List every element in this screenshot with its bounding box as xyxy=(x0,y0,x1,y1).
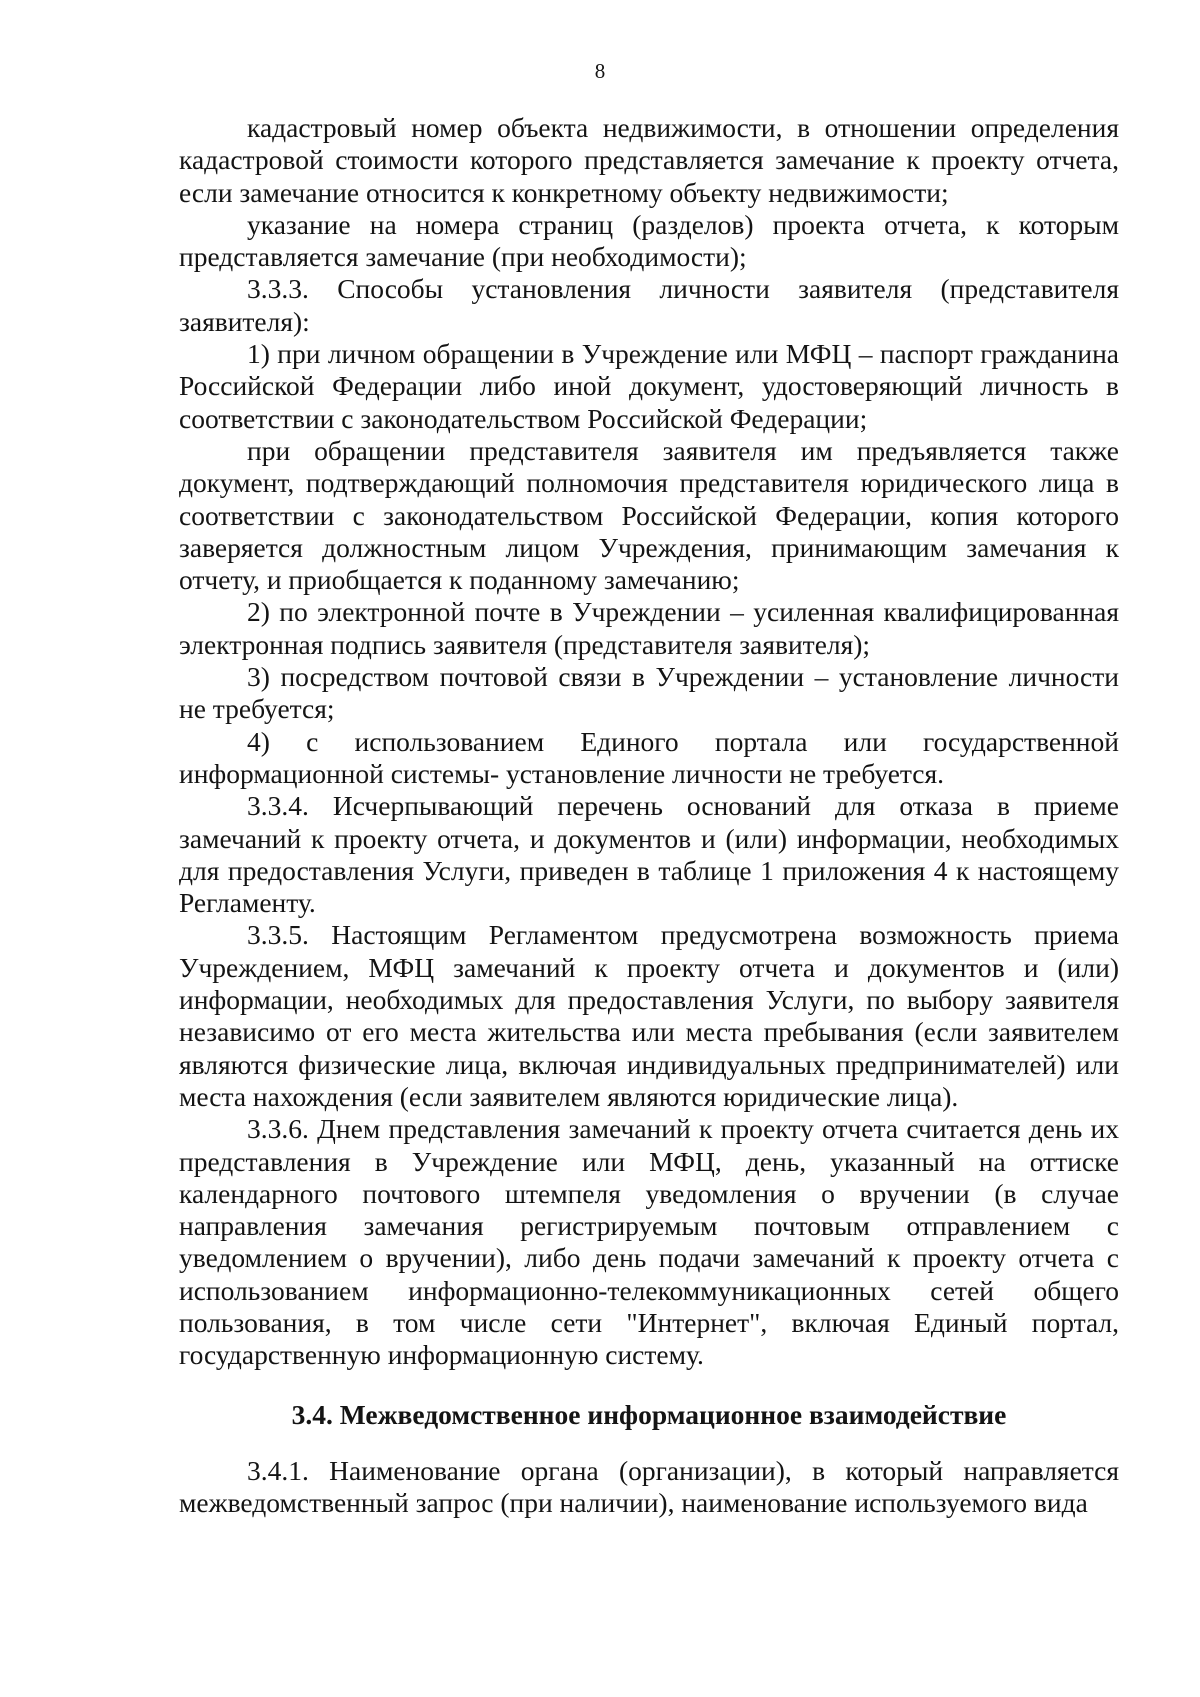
paragraph-item-2: 2) по электронной почте в Учреждении – усиленная квалифицированная электронная подпись заявителя (представителя заявителя); xyxy=(179,596,1119,660)
paragraph-3-3-3: 3.3.3. Способы установления личности заявителя (представителя заявителя): xyxy=(179,273,1119,337)
document-body xyxy=(179,112,1119,1519)
paragraph-item-1: 1) при личном обращении в Учреждение или МФЦ – паспорт гражданина Российской Федерации либо иной документ, удостоверяющий личность в соответствии с законодательством Российской Федерации; xyxy=(179,338,1119,434)
paragraph-3-4-1: 3.4.1. Наименование органа (организации), в который направляется межведомственный запрос (при наличии), наименование используемого вида xyxy=(179,1454,1119,1519)
section-heading-3-4: 3.4. Межведомственное информационное взаимодействие xyxy=(291,1398,1007,1430)
paragraph-item-3: 3) посредством почтовой связи в Учреждении – установление личности не требуется; xyxy=(179,661,1119,725)
paragraph-representative: при обращении представителя заявителя им предъявляется также документ, подтверждающий полномочия представителя юридического лица в соответствии с законодательством Российской Федерации, копия которого заверяется должностным лицом Учреждения, принимающим замечания к отчету, и приобщается к поданному замечанию; xyxy=(179,434,1119,596)
page-number: 8 xyxy=(594,59,606,83)
paragraph-3-3-6: 3.3.6. Днем представления замечаний к проекту отчета считается день их представления в Учреждение или МФЦ, день, указанный на оттиске календарного почтового штемпеля уведомления о вручении (в случае направления замечания регистрируемым почтовым отправлением с уведомлением о вручении), либо день подачи замечаний к проекту отчета с использованием информационно-телекоммуникационных сетей общего пользования, в том числе сети "Интернет", включая Единый портал, государственную информационную систему. xyxy=(179,1113,1119,1371)
paragraph-3-3-4: 3.3.4. Исчерпывающий перечень оснований для отказа в приеме замечаний к проекту отчета, и документов и (или) информации, необходимых для предоставления Услуги, приведен в таблице 1 приложения 4 к настоящему Регламенту. xyxy=(179,790,1119,919)
paragraph-3-3-5: 3.3.5. Настоящим Регламентом предусмотрена возможность приема Учреждением, МФЦ замечаний к проекту отчета и документов и (или) информации, необходимых для предоставления Услуги, по выбору заявителя независимо от его места жительства или места пребывания (если заявителем являются физические лица, включая индивидуальных предпринимателей) или места нахождения (если заявителем являются юридические лица). xyxy=(179,919,1119,1112)
paragraph-page-numbers: указание на номера страниц (разделов) проекта отчета, к которым представляется замечание (при необходимости); xyxy=(179,208,1119,273)
paragraph-cadastral-number: кадастровый номер объекта недвижимости, в отношении определения кадастровой стоимости которого представляется замечание к проекту отчета, если замечание относится к конкретному объекту недвижимости; xyxy=(179,112,1119,208)
paragraph-item-4: 4) с использованием Единого портала или государственной информационной системы- установление личности не требуется. xyxy=(179,725,1119,789)
